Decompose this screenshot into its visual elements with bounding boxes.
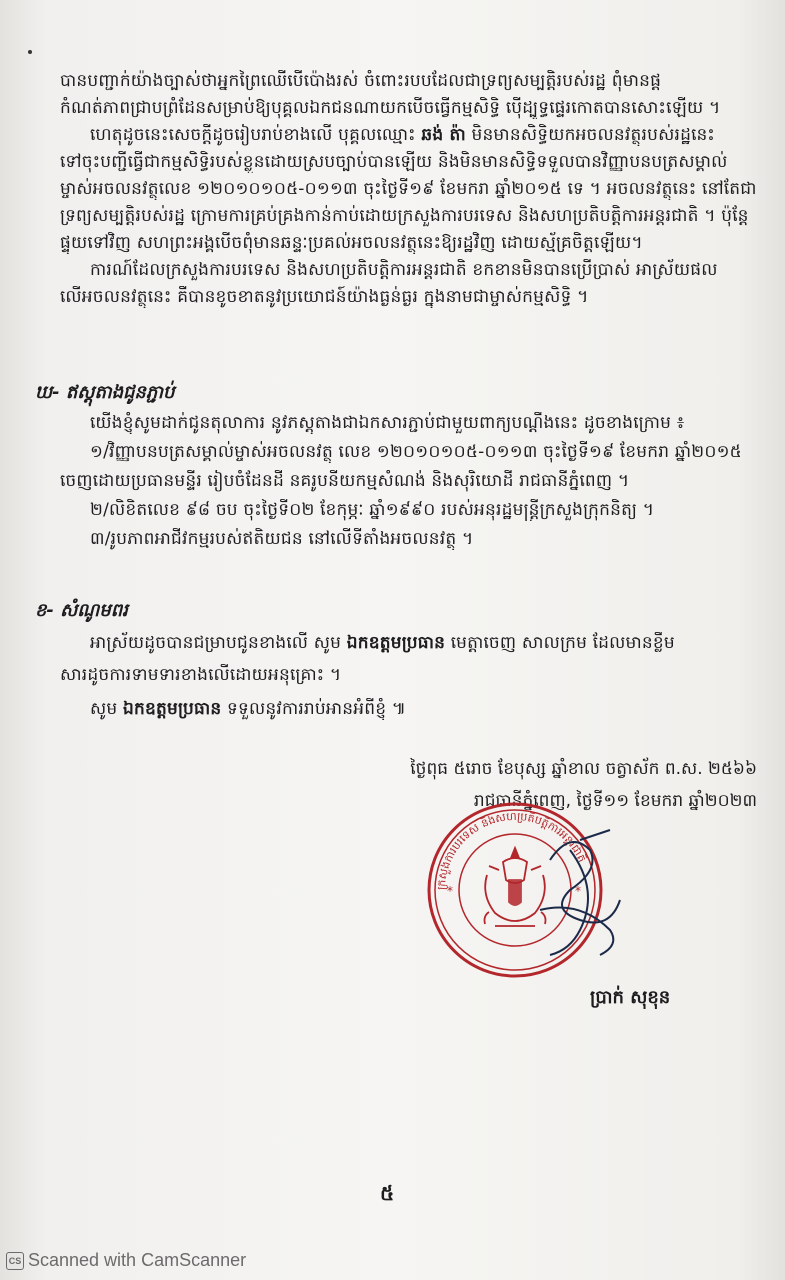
scanner-watermark [6, 1250, 246, 1271]
request-line-start: អាស្រ័យដូចបានជម្រាបជូនខាងលើ សូម [90, 633, 342, 653]
evidence-intro-line: យើងខ្ញុំសូមដាក់ជូនតុលាការ នូវភស្តុតាងជាឯកសារភ្ជាប់ជាមួយពាក្យបណ្តឹងនេះ ដូចខាងក្រោម ៖ [90, 413, 685, 433]
page-number: ៥ [380, 1181, 395, 1205]
body-line: លើអចលនវត្ថុនេះ គឺបានខូចខាតនូវប្រយោជន៍យ៉ាងធ្ងន់ធ្ងរ ក្នុងនាមជាម្ចាស់កម្មសិទ្ធិ ។ [60, 287, 589, 307]
body-line-start: ហេតុដូចនេះសេចក្តីដូចរៀបរាប់ខាងលើ បុគ្គលឈ្មោះ [90, 125, 416, 145]
evidence-item: ២/លិខិតលេខ ៩៨ ចប ចុះថ្ងៃទី០២ ខែកុម្ភៈ ឆ្នាំ១៩៩០ របស់អនុរដ្ឋមន្ត្រីក្រសួងក្រុកនិត្យ ។ [90, 500, 655, 520]
svg-text:*: * [447, 884, 453, 898]
addressee: ឯកឧត្តមប្រធាន [346, 633, 446, 653]
body-line: ម្ចាស់អចលនវត្ថុលេខ ១២០១០១០៥-០១១៣ ចុះថ្ងៃទី១៩ ខែមករា ឆ្នាំ២០១៥ ទេ ។ អចលនវត្ថុនេះ នៅតែជា [60, 179, 757, 199]
addressee: ឯកឧត្តមប្រធាន [123, 699, 222, 719]
closing-line [90, 698, 760, 720]
request-line: សារដូចការទាមទារខាងលើដោយអនុគ្រោះ ។ [60, 665, 342, 685]
body-line: ទៅចុះបញ្ជីធ្វើជាកម្មសិទ្ធិរបស់ខ្លួនដោយស្របច្បាប់បានឡើយ និងមិនមានសិទ្ធិទទួលបានវិញ្ញាបនបត្រសម្គាល់ [60, 152, 728, 172]
body-line: កំណត់ភាពជ្រាបព្រំដែនសម្រាប់ឱ្យបុគ្គលឯកជនណាយកបើចធ្វើកម្មសិទ្ធិ ប៉ើដ្បូទ្ធផ្ទេរកោតបានសោះឡើយ ។ [60, 98, 721, 118]
svg-text:*: * [575, 884, 581, 898]
evidence-item: ១/វិញ្ញាបនបត្រសម្គាល់ម្ចាស់អចលនវត្ថុ លេខ ១២០១០១០៥-០១១៣ ចុះថ្ងៃទី១៩ ខែមករា ឆ្នាំ២០១៥ [90, 442, 742, 462]
seal-outer-text: ក្រសួងការបរទេស និងសហប្រតិបត្តិការអន្តរជាតិ [434, 809, 589, 891]
closing-end: ទទួលនូវការរាប់អានអំពីខ្ញុំ ៕ [227, 699, 407, 719]
date-lunar: ថ្ងៃពុធ ៥រោច ខែបុស្ស ឆ្នាំខាល ចត្វាស័ក ព.ស. ២៥៦៦ [410, 759, 757, 779]
request-line-end: មេត្តាចេញ សាលក្រម ដែលមានខ្លឹម [450, 633, 675, 653]
date-solar: រាជធានីភ្នំពេញ, ថ្ងៃទី១១ ខែមករា ឆ្នាំ២០២៣ [473, 791, 757, 811]
evidence-item-continued: ចេញដោយប្រធានមន្ទីរ រៀបចំដែនដី នគរូបនីយកម្មសំណង់ និងសុរិយោដី រាជធានីភ្នំពេញ ។ [60, 471, 630, 491]
scan-dot [28, 50, 32, 54]
camscanner-icon: CS [6, 1252, 24, 1270]
person-name: ឆង់ ត៉ា [421, 125, 466, 145]
handwritten-signature [520, 820, 640, 980]
request-line [90, 632, 760, 654]
body-line: ទ្រព្យសម្បត្តិរបស់រដ្ឋ ក្រោមការគ្រប់គ្រងកាន់កាប់ដោយក្រសួងការបរទេស និងសហប្រតិបត្តិការអន្តរជាតិ ។ ប៉ុន្តែ [60, 206, 749, 226]
body-line [90, 124, 760, 146]
section-heading-request: ខ- សំណូមពរ [35, 600, 128, 621]
body-line: បានបញ្ជាក់យ៉ាងច្បាស់ថាអ្នកព្រៃឈើបើប៉ោងរស់ ចំពោះរបបដែលជាទ្រព្យសម្បត្តិរបស់រដ្ឋ ពុំមានផ្ដ [60, 71, 662, 91]
signatory-name: ប្រាក់ សុខុន [590, 987, 671, 1008]
closing-start: សូម [90, 699, 118, 719]
body-line-end: មិនមានសិទ្ធិយកអចលនវត្ថុរបស់រដ្ឋនេះ [471, 125, 715, 145]
section-heading-evidence: ឃ- ឥស្តុតាងជូនភ្ជាប់ [35, 382, 175, 403]
scanner-label: Scanned with CamScanner [28, 1250, 247, 1270]
body-line: ផ្ទុយទៅវិញ សហព្រះអង្គបើចពុំមានឆន្ទៈប្រគល់អចលនវត្ថុនេះឱ្យរដ្ឋវិញ ដោយស្ម័គ្រចិត្តឡើយ។ [60, 233, 643, 253]
evidence-item: ៣/រូបភាពអាជីវកម្មរបស់ឥតិយជន នៅលើទីតាំងអចលនវត្ថុ ។ [90, 529, 474, 549]
body-line: ការណ៍ដែលក្រសួងការបរទេស និងសហប្រតិបត្តិការអន្តរជាតិ ខកខានមិនបានប្រើប្រាស់ អាស្រ័យផល [90, 260, 718, 280]
